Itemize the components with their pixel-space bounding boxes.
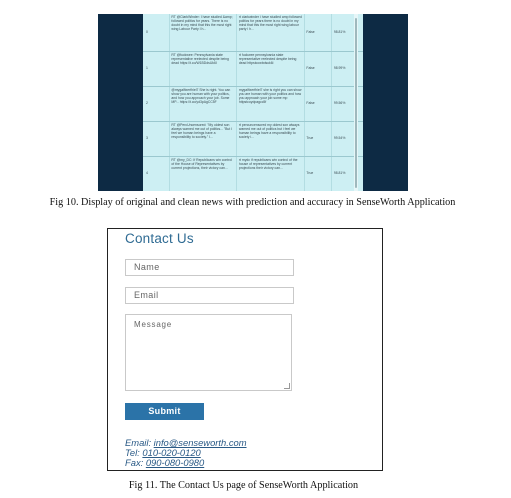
accuracy-cell: 99.56% (332, 86, 363, 121)
contact-details (125, 438, 247, 468)
message-placeholder: Message (134, 320, 173, 329)
email-link[interactable]: info@senseworth.com (153, 437, 247, 448)
figure-10-screenshot (98, 14, 408, 191)
original-news-cell: RT @ClarkWinder: I have studied &amp; followed politics for years. There is no doubt in my mind that this the most right wing Labour Party I h... (169, 14, 237, 51)
fax-label: Fax: (125, 457, 144, 468)
original-news-cell: RT @PercUncensored: "My oldest son always warned me out of politics... "But I feel we human beings have a responsibility to society." I... (169, 121, 237, 156)
prediction-table (143, 14, 363, 191)
resize-handle-icon[interactable] (284, 383, 290, 389)
message-textarea[interactable] (125, 314, 292, 391)
table-scrollbar-thumb[interactable] (355, 18, 357, 188)
figure-10-caption: Fig 10. Display of original and clean news with prediction and accuracy in SenseWorth Application (49, 197, 456, 208)
clean-news-cell: rt percuncensored my oldest son always warned me out of politics but i feel we human beings have a responsibility to society i... (237, 121, 305, 156)
clean-news-cell: mygalfixerfhiel7 she is right you can show you are human with your politics and how you approach your job some mp httpstcoydpagcc5f (237, 86, 305, 121)
figure-11-screenshot (107, 228, 383, 471)
email-label: Email: (125, 437, 152, 448)
accuracy-cell: 98.99% (332, 51, 363, 86)
contact-fax-line (125, 458, 247, 468)
prediction-cell: True (304, 156, 331, 191)
prediction-cell: True (304, 121, 331, 156)
prediction-cell: False (304, 51, 331, 86)
row-index: 2 (143, 86, 169, 121)
clean-news-cell: rt fuckwee pennsylvania state representative reelected despite being dead httpstcowbdsuk6i (237, 51, 305, 86)
submit-button[interactable]: Submit (125, 403, 204, 420)
email-field[interactable]: Email (125, 287, 294, 304)
original-news-cell: @mygalfixerfhiel7 She is right. You can show you are human with your politics, and how you approach your job. Some MP... https://t.co/yd3pAgCC5F (169, 86, 237, 121)
table-row (143, 121, 363, 156)
prediction-cell: False (304, 14, 331, 51)
clean-news-cell: rt clarkwinder i have studied amp followed politics for years there is no doubt in my mind that this the most right wing labour party i h... (237, 14, 305, 51)
prediction-table-panel (143, 14, 363, 191)
table-row (143, 14, 363, 51)
figure-11-caption: Fig 11. The Contact Us page of SenseWorth Application (128, 480, 359, 491)
name-field[interactable]: Name (125, 259, 294, 276)
accuracy-cell: 98.81% (332, 156, 363, 191)
table-row (143, 156, 363, 191)
accuracy-cell: 98.81% (332, 14, 363, 51)
contact-us-title: Contact Us (125, 231, 194, 246)
tel-label: Tel: (125, 447, 140, 458)
accuracy-cell: 99.54% (332, 121, 363, 156)
prediction-cell: False (304, 86, 331, 121)
row-index: 1 (143, 51, 169, 86)
clean-news-cell: rt mydc if republicans win control of the house of representatives by current projections their victory can... (237, 156, 305, 191)
row-index: 3 (143, 121, 169, 156)
original-news-cell: RT @my_DC: If Republicans win control of the House of Representatives by current projections, their victory can... (169, 156, 237, 191)
original-news-cell: RT @fuckwee: Pennsylvania state representative reelected despite being dead https://t.co/W1BDdsUk6I (169, 51, 237, 86)
table-row (143, 86, 363, 121)
tel-link[interactable]: 010-020-0120 (142, 447, 201, 458)
row-index: 0 (143, 14, 169, 51)
row-index: 4 (143, 156, 169, 191)
fax-link[interactable]: 090-080-0980 (145, 457, 205, 468)
table-row (143, 51, 363, 86)
